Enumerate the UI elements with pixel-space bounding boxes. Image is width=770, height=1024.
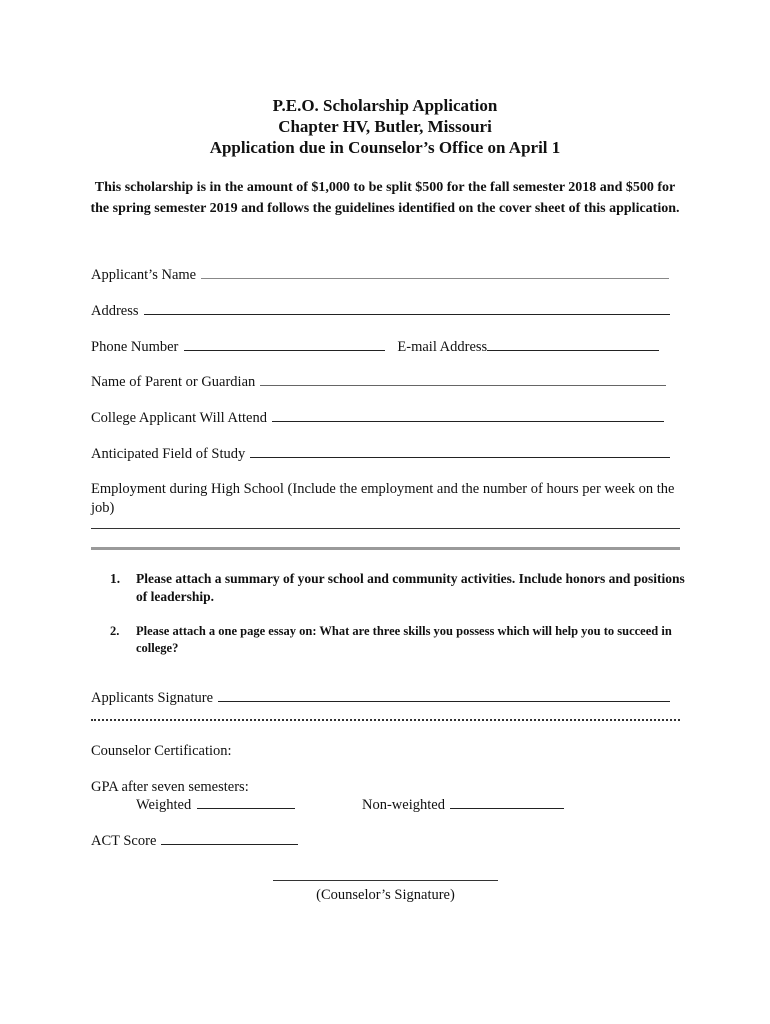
instruction-1-number: 1. (110, 571, 121, 586)
instruction-2 (110, 623, 685, 657)
email-label: E-mail Address (397, 339, 488, 355)
counselor-certification-heading: Counselor Certification: (91, 743, 232, 759)
applicant-name-row (91, 266, 669, 284)
non-weighted-label: Non-weighted (362, 797, 445, 813)
act-score-row (91, 832, 298, 850)
weighted-row (136, 796, 295, 814)
act-score-label: ACT Score (91, 833, 157, 849)
form-title: P.E.O. Scholarship Application (272, 96, 498, 115)
email-field[interactable] (487, 338, 659, 351)
applicant-signature-label: Applicants Signature (91, 690, 214, 706)
instruction-2-number: 2. (110, 624, 120, 638)
non-weighted-field[interactable] (450, 796, 564, 809)
employment-label: Employment during High School (Include the employment and the number of hours per week on the job) (91, 481, 675, 516)
non-weighted-row (362, 796, 564, 814)
due-date-line: Application due in Counselor’s Office on April 1 (209, 138, 561, 157)
applicant-name-field[interactable] (201, 266, 669, 279)
college-label: College Applicant Will Attend (91, 410, 267, 426)
field-of-study-label: Anticipated Field of Study (91, 446, 246, 462)
applicant-signature-row (91, 689, 670, 707)
phone-label: Phone Number (91, 339, 179, 355)
address-field[interactable] (144, 302, 670, 315)
weighted-label: Weighted (136, 797, 192, 813)
chapter-line: Chapter HV, Butler, Missouri (278, 117, 492, 136)
parent-label: Name of Parent or Guardian (91, 374, 256, 390)
weighted-field[interactable] (197, 796, 295, 809)
address-row (91, 302, 670, 320)
instruction-1-text: Please attach a summary of your school and community activities. Include honors and positions of leadership. (136, 571, 685, 604)
counselor-signature-field[interactable] (273, 880, 498, 881)
field-of-study-row (91, 445, 670, 463)
section-divider (91, 547, 680, 550)
college-row (91, 409, 664, 427)
phone-field[interactable] (184, 338, 385, 351)
applicant-name-label: Applicant’s Name (91, 267, 197, 283)
scholarship-intro: This scholarship is in the amount of $1,000 to be split $500 for the fall semester 2018 and $500 for the spring semester 2019 and follows the guidelines identified on the cover sheet of this application. (90, 180, 680, 216)
applicant-signature-field[interactable] (218, 689, 670, 702)
phone-email-row (91, 338, 659, 356)
employment-field[interactable] (91, 528, 680, 529)
gpa-label: GPA after seven semesters: (91, 779, 249, 795)
college-field[interactable] (272, 409, 664, 422)
instruction-2-text: Please attach a one page essay on: What are three skills you possess which will help you to succeed in college? (136, 624, 672, 655)
dotted-separator (91, 719, 680, 721)
field-of-study-field[interactable] (250, 445, 670, 458)
parent-row (91, 373, 666, 391)
address-label: Address (91, 303, 139, 319)
counselor-signature-caption: (Counselor’s Signature) (316, 887, 455, 903)
act-score-field[interactable] (161, 832, 298, 845)
instruction-1 (110, 570, 685, 606)
parent-field[interactable] (260, 373, 666, 386)
